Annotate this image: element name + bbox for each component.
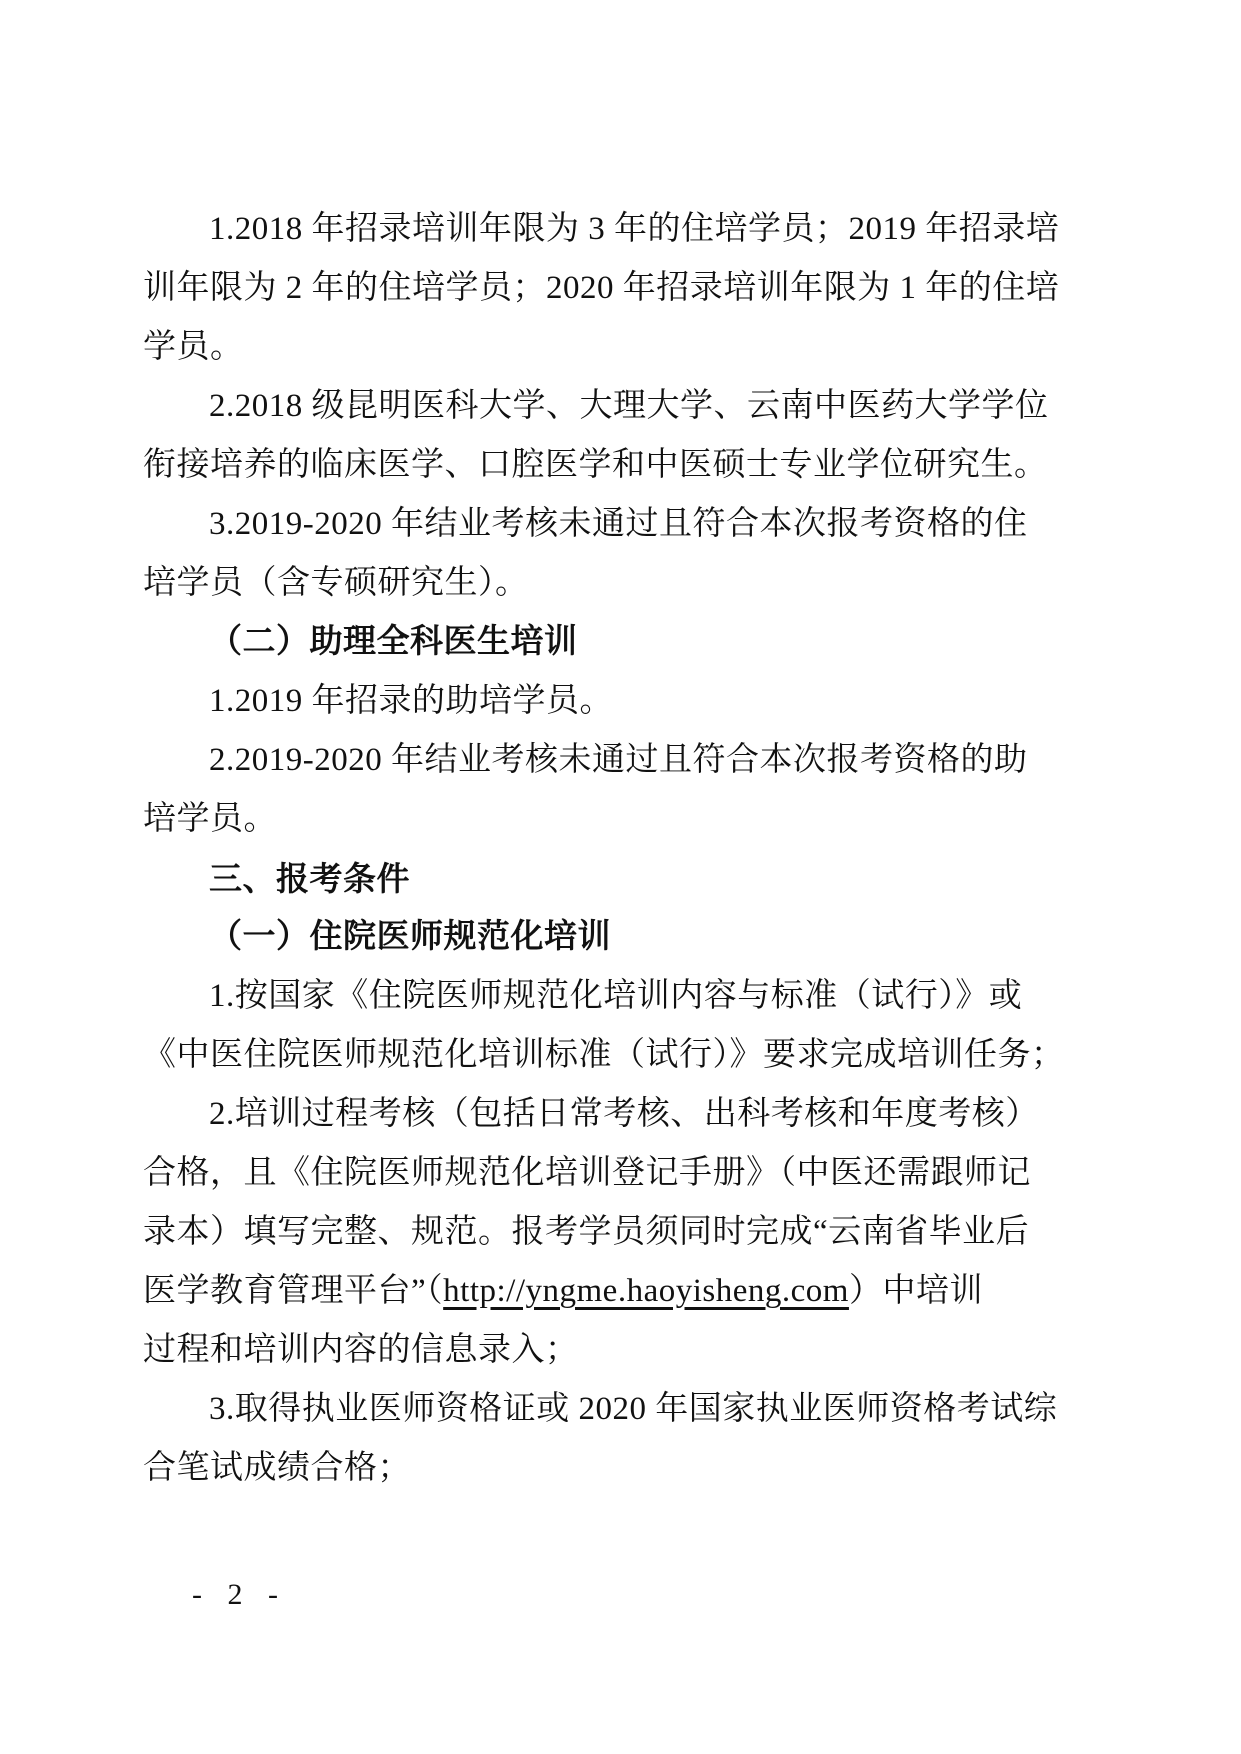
body-line: 3.取得执业医师资格证或 2020 年国家执业医师资格考试综 (209, 1391, 1058, 1427)
body-line: 1.2019 年招录的助培学员。 (209, 683, 613, 719)
body-line: 过程和培训内容的信息录入； (143, 1332, 579, 1368)
document-body (143, 200, 1103, 1498)
subsection-heading-assistant-gp-training: （二）助理全科医生培训 (209, 624, 578, 660)
body-line: 1.按国家《住院医师规范化培训内容与标准（试行）》或 (209, 978, 1023, 1014)
platform-url-link[interactable]: http://yngme.haoyisheng.com (443, 1273, 849, 1309)
body-line: 1.2018 年招录培训年限为 3 年的住培学员；2019 年招录培 (209, 211, 1060, 247)
body-line: 训年限为 2 年的住培学员；2020 年招录培训年限为 1 年的住培 (143, 270, 1060, 306)
body-text-segment: 医学教育管理平台”（ (143, 1273, 444, 1309)
body-line: 2.2019-2020 年结业考核未通过且符合本次报考资格的助 (209, 742, 1028, 778)
body-line: 衔接培养的临床医学、口腔医学和中医硕士专业学位研究生。 (143, 447, 1048, 483)
section-heading-exam-requirements: 三、报考条件 (209, 860, 410, 897)
body-line: 《中医住院医师规范化培训标准（试行）》要求完成培训任务； (143, 1037, 1065, 1073)
body-line-with-url (143, 1262, 1103, 1321)
body-text-segment: ）中培训 (848, 1273, 983, 1309)
body-line: 培学员。 (143, 801, 277, 837)
body-line: 3.2019-2020 年结业考核未通过且符合本次报考资格的住 (209, 506, 1028, 542)
body-line: 2.培训过程考核（包括日常考核、出科考核和年度考核） (209, 1096, 1039, 1132)
page-number: - 2 - (192, 1578, 287, 1611)
subsection-heading-resident-training: （一）住院医师规范化培训 (209, 919, 611, 955)
body-line: 培学员（含专硕研究生）。 (143, 565, 529, 601)
body-line: 合笔试成绩合格； (143, 1450, 411, 1486)
body-line: 2.2018 级昆明医科大学、大理大学、云南中医药大学学位 (209, 388, 1049, 424)
body-line: 学员。 (143, 329, 244, 365)
body-line: 合格，且《住院医师规范化培训登记手册》（中医还需跟师记 (143, 1155, 1031, 1191)
body-line: 录本）填写完整、规范。报考学员须同时完成“云南省毕业后 (143, 1214, 1030, 1250)
